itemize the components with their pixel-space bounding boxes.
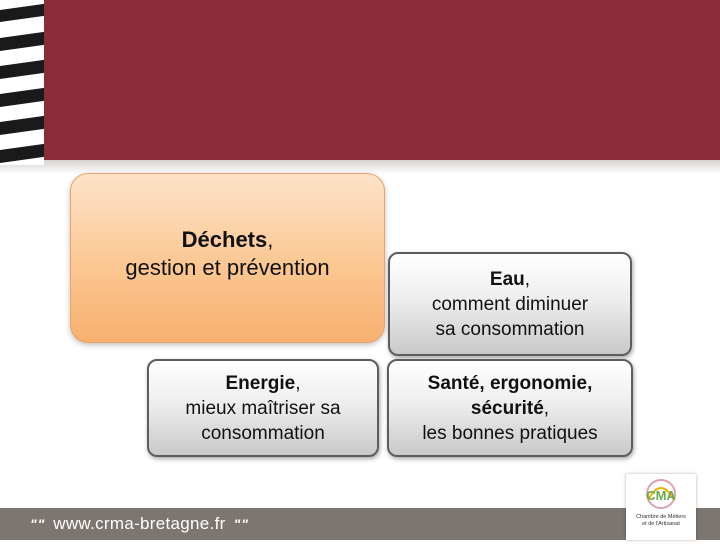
card-energie-line2: mieux maîtriser sa (185, 397, 341, 419)
card-energie-line3: consommation (201, 422, 325, 444)
card-sante-line3: les bonnes pratiques (422, 422, 598, 444)
card-dechets-title: Déchets, (181, 227, 274, 252)
cma-logo-line1: Chambre de Métiers (636, 514, 686, 520)
card-eau-line3: sa consommation (435, 318, 585, 340)
cma-logo-text: CMA (646, 488, 676, 503)
card-energie (147, 359, 379, 457)
header-shadow (0, 160, 720, 174)
card-eau (388, 252, 632, 356)
card-eau-line2: comment diminuer (431, 293, 589, 315)
card-dechets (70, 173, 385, 343)
card-eau-title: Eau, (489, 268, 531, 290)
footer-right-marks: "" (233, 516, 249, 532)
footer-url-link[interactable]: www.crma-bretagne.fr (53, 514, 226, 533)
card-dechets-subtitle: gestion et prévention (125, 255, 330, 280)
card-sante (387, 359, 633, 457)
card-sante-line2: sécurité, (470, 397, 550, 419)
card-sante-title: Santé, ergonomie, (427, 372, 593, 394)
footer-left-marks: "" (30, 516, 46, 532)
header-band (0, 0, 720, 160)
cma-logo (626, 474, 696, 540)
footer-url-bar (30, 508, 249, 540)
cma-logo-line2: et de l'Artisanat (642, 521, 680, 527)
card-energie-title: Energie, (225, 372, 301, 394)
decorative-stripes (0, 0, 44, 165)
